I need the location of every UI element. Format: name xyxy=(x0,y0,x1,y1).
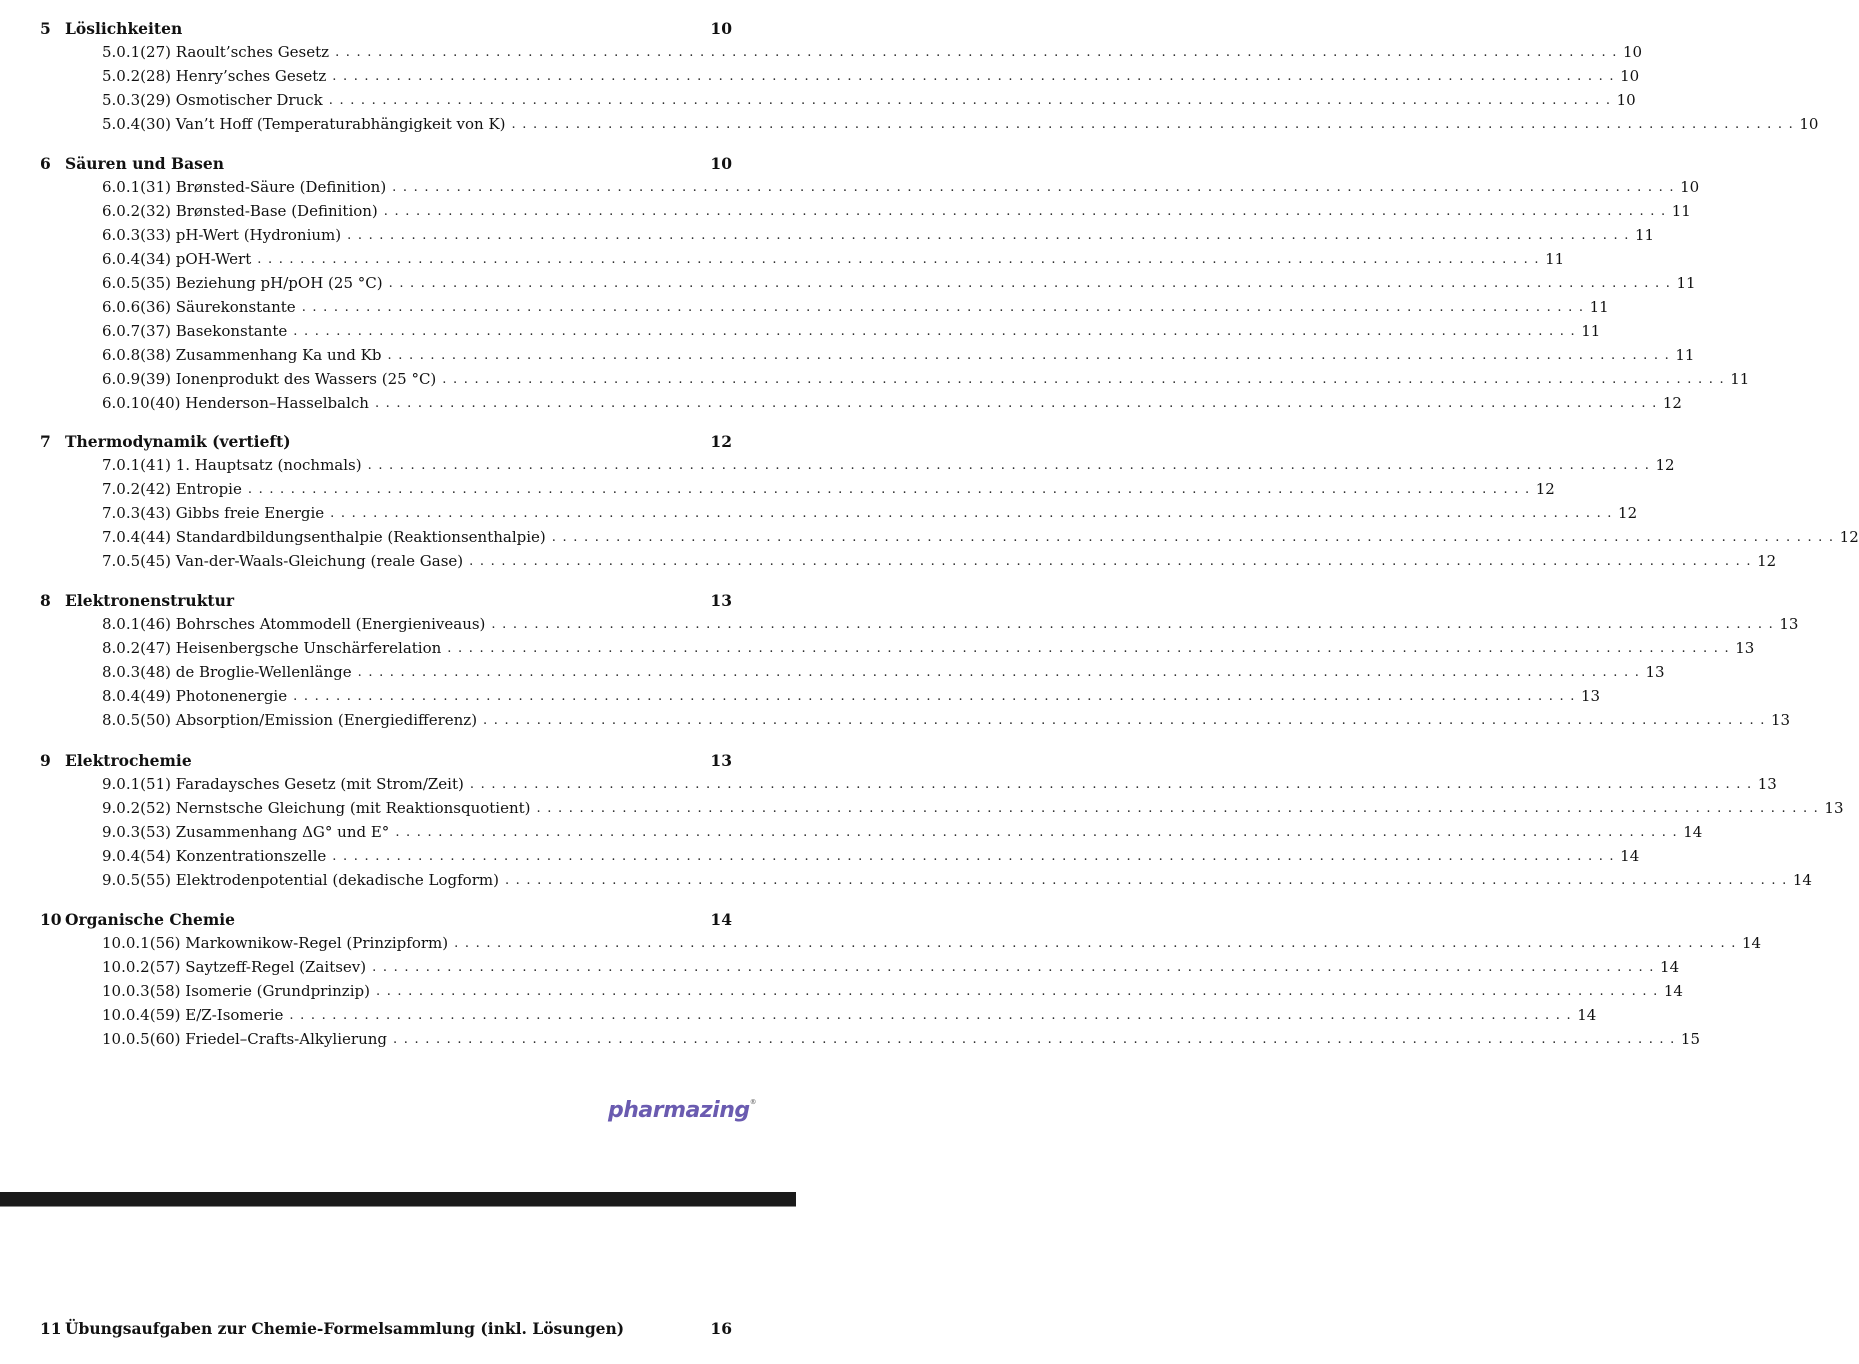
entry-title-wrap xyxy=(140,456,1655,474)
dot-leader: ........................................................................................................................ xyxy=(454,935,1743,951)
entry-title-wrap xyxy=(140,687,1581,705)
entry-number: 5.0.3 xyxy=(102,91,141,109)
toc-entry[interactable] xyxy=(40,223,1655,247)
entry-number: 10.0.3 xyxy=(102,982,150,1000)
toc-entry[interactable] xyxy=(40,295,1609,319)
entry-number: 5.0.4 xyxy=(102,115,141,133)
section-heading[interactable] xyxy=(40,16,732,40)
section-heading[interactable] xyxy=(40,429,732,453)
dot-leader: ........................................................................................................................ xyxy=(483,712,1771,728)
dot-leader: ........................................................................................................................ xyxy=(328,92,1617,108)
entry-page: 14 xyxy=(1792,871,1812,889)
dot-leader: ........................................................................................................................ xyxy=(247,481,1536,497)
entry-title: (44) Standardbildungsenthalpie (Reaktionsenthalpie) xyxy=(140,528,546,546)
entry-title: (52) Nernstsche Gleichung (mit Reaktionsquotient) xyxy=(140,799,531,817)
entry-page: 12 xyxy=(1757,552,1777,570)
entry-page: 10 xyxy=(1799,115,1819,133)
entry-number: 8.0.4 xyxy=(102,687,141,705)
entry-title: (34) pOH-Wert xyxy=(140,250,252,268)
section-number: 9 xyxy=(40,750,51,770)
dot-leader: ........................................................................................................................ xyxy=(301,299,1590,315)
dot-leader: ........................................................................................................................ xyxy=(511,116,1800,132)
section-page: 10 xyxy=(710,18,732,38)
toc-entry[interactable] xyxy=(40,391,1682,415)
entry-title: (60) Friedel–Crafts-Alkylierung xyxy=(149,1030,388,1048)
dot-leader: ........................................................................................................................ xyxy=(330,505,1619,521)
toc-entry[interactable] xyxy=(40,931,1762,955)
entry-page: 11 xyxy=(1581,322,1601,340)
entry-title-wrap xyxy=(140,115,1799,133)
section-title: Thermodynamik (vertieft) xyxy=(65,431,291,451)
entry-number: 7.0.3 xyxy=(102,504,141,522)
toc-section xyxy=(40,907,1762,1051)
section-heading[interactable] xyxy=(40,588,732,612)
toc-section xyxy=(40,16,1819,136)
toc-section-11[interactable] xyxy=(40,1316,732,1340)
entry-title-wrap xyxy=(140,871,1793,889)
entry-title: (48) de Broglie-Wellenlänge xyxy=(140,663,352,681)
entry-page: 14 xyxy=(1663,982,1683,1000)
toc-entry[interactable] xyxy=(40,112,1819,136)
toc-entry[interactable] xyxy=(40,367,1750,391)
entry-title-wrap xyxy=(140,823,1683,841)
entry-number: 8.0.2 xyxy=(102,639,141,657)
dot-leader: ........................................................................................................................ xyxy=(332,68,1621,84)
entry-page: 14 xyxy=(1742,934,1762,952)
dot-leader: ........................................................................................................................ xyxy=(293,688,1581,704)
entry-title-wrap xyxy=(150,394,1663,412)
dot-leader: ........................................................................................................................ xyxy=(551,529,1840,545)
entry-page: 11 xyxy=(1671,202,1691,220)
entry-title: (38) Zusammenhang Ka und Kb xyxy=(140,346,382,364)
entry-number: 6.0.8 xyxy=(102,346,141,364)
entry-number: 6.0.7 xyxy=(102,322,141,340)
page-separator xyxy=(0,1192,796,1207)
entry-title-wrap xyxy=(140,67,1620,85)
toc-entry[interactable] xyxy=(40,796,1844,820)
entry-page: 14 xyxy=(1577,1006,1597,1024)
dot-leader: ........................................................................................................................ xyxy=(393,1031,1681,1047)
entry-page: 11 xyxy=(1676,274,1696,292)
toc-entry[interactable] xyxy=(40,175,1700,199)
toc-entry[interactable] xyxy=(40,636,1755,660)
entry-page: 12 xyxy=(1662,394,1682,412)
entry-title-wrap xyxy=(140,226,1635,244)
toc-section xyxy=(40,429,1859,573)
section-page: 13 xyxy=(710,590,732,610)
section-page: 10 xyxy=(710,153,732,173)
entry-page: 13 xyxy=(1779,615,1799,633)
toc-entry[interactable] xyxy=(40,772,1777,796)
section-page: 13 xyxy=(710,750,732,770)
dot-leader: ........................................................................................................................ xyxy=(357,664,1646,680)
toc-section xyxy=(40,748,1844,892)
toc-entry[interactable] xyxy=(40,868,1812,892)
dot-leader: ........................................................................................................................ xyxy=(388,275,1677,291)
section-title: Übungsaufgaben zur Chemie-Formelsammlung (inkl. Lösungen) xyxy=(65,1318,625,1338)
entry-title: (43) Gibbs freie Energie xyxy=(140,504,325,522)
section-title: Elektronenstruktur xyxy=(65,590,235,610)
entry-number: 9.0.2 xyxy=(102,799,141,817)
dot-leader: ........................................................................................................................ xyxy=(395,824,1684,840)
dot-leader: ........................................................................................................................ xyxy=(387,347,1676,363)
toc-entry[interactable] xyxy=(40,955,1680,979)
entry-title: (53) Zusammenhang ΔG° und E° xyxy=(140,823,390,841)
entry-title: (39) Ionenprodukt des Wassers (25 °C) xyxy=(140,370,437,388)
entry-number: 9.0.4 xyxy=(102,847,141,865)
entry-number: 8.0.5 xyxy=(102,711,141,729)
entry-page: 13 xyxy=(1735,639,1755,657)
toc-entry[interactable] xyxy=(40,319,1601,343)
dot-leader: ........................................................................................................................ xyxy=(289,1007,1578,1023)
entry-title-wrap xyxy=(140,528,1839,546)
dot-leader: ........................................................................................................................ xyxy=(469,776,1758,792)
entry-page: 11 xyxy=(1545,250,1565,268)
dot-leader: ........................................................................................................................ xyxy=(442,371,1731,387)
entry-title-wrap xyxy=(150,958,1660,976)
section-title: Säuren und Basen xyxy=(65,153,224,173)
toc-entry[interactable] xyxy=(40,40,1643,64)
dot-leader: ........................................................................................................................ xyxy=(392,179,1681,195)
entry-title: (50) Absorption/Emission (Energiedifferenz) xyxy=(140,711,478,729)
entry-title: (40) Henderson–Hasselbalch xyxy=(149,394,369,412)
entry-page: 13 xyxy=(1645,663,1665,681)
toc-entry[interactable] xyxy=(40,271,1696,295)
entry-number: 6.0.10 xyxy=(102,394,150,412)
entry-title-wrap xyxy=(140,663,1645,681)
toc-entry[interactable] xyxy=(40,660,1665,684)
entry-title: (55) Elektrodenpotential (dekadische Logform) xyxy=(140,871,499,889)
entry-title: (30) Van’t Hoff (Temperaturabhängigkeit von K) xyxy=(140,115,506,133)
entry-title: (45) Van-der-Waals-Gleichung (reale Gase) xyxy=(140,552,464,570)
entry-page: 12 xyxy=(1655,456,1675,474)
toc-entry[interactable] xyxy=(40,88,1636,112)
dot-leader: ........................................................................................................................ xyxy=(293,323,1582,339)
dot-leader: ........................................................................................................................ xyxy=(504,872,1793,888)
entry-title-wrap xyxy=(140,43,1623,61)
section-title: Löslichkeiten xyxy=(65,18,183,38)
entry-number: 10.0.4 xyxy=(102,1006,150,1024)
section-title: Organische Chemie xyxy=(65,909,236,929)
dot-leader: ........................................................................................................................ xyxy=(491,616,1780,632)
entry-title: (59) E/Z-Isomerie xyxy=(149,1006,284,1024)
section-heading[interactable] xyxy=(40,907,732,931)
dot-leader: ........................................................................................................................ xyxy=(347,227,1635,243)
section-number: 10 xyxy=(40,909,62,929)
entry-title-wrap xyxy=(140,250,1545,268)
toc-entry[interactable] xyxy=(40,979,1683,1003)
entry-title-wrap xyxy=(140,504,1618,522)
entry-number: 10.0.5 xyxy=(102,1030,150,1048)
toc-entry[interactable] xyxy=(40,844,1640,868)
entry-title: (57) Saytzeff-Regel (Zaitsev) xyxy=(149,958,367,976)
entry-title-wrap xyxy=(140,274,1676,292)
section-number: 11 xyxy=(40,1318,62,1338)
entry-title-wrap xyxy=(140,346,1675,364)
toc-entry[interactable] xyxy=(40,199,1691,223)
section-number: 6 xyxy=(40,153,51,173)
section-page: 16 xyxy=(710,1318,732,1338)
section-page: 14 xyxy=(710,909,732,929)
entry-number: 8.0.1 xyxy=(102,615,141,633)
entry-title-wrap xyxy=(140,711,1771,729)
entry-page: 11 xyxy=(1635,226,1655,244)
entry-title: (42) Entropie xyxy=(140,480,242,498)
toc-entry[interactable] xyxy=(40,549,1777,573)
entry-title-wrap xyxy=(140,552,1757,570)
entry-title-wrap xyxy=(140,91,1616,109)
entry-page: 10 xyxy=(1622,43,1643,61)
toc-entry[interactable] xyxy=(40,820,1703,844)
toc-entry[interactable] xyxy=(40,343,1695,367)
toc-entry[interactable] xyxy=(40,453,1675,477)
entry-title: (32) Brønsted-Base (Definition) xyxy=(140,202,378,220)
section-heading[interactable] xyxy=(40,151,732,175)
entry-title-wrap xyxy=(150,934,1742,952)
dot-leader: ........................................................................................................................ xyxy=(332,848,1621,864)
entry-number: 6.0.1 xyxy=(102,178,141,196)
entry-number: 6.0.5 xyxy=(102,274,141,292)
entry-page: 14 xyxy=(1683,823,1703,841)
entry-title: (56) Markownikow-Regel (Prinzipform) xyxy=(149,934,449,952)
entry-page: 13 xyxy=(1770,711,1791,729)
entry-title: (29) Osmotischer Druck xyxy=(140,91,323,109)
toc-entry[interactable] xyxy=(40,684,1601,708)
dot-leader: ........................................................................................................................ xyxy=(335,44,1623,60)
entry-page: 14 xyxy=(1620,847,1640,865)
next-page xyxy=(0,1207,796,1364)
dot-leader: ........................................................................................................................ xyxy=(447,640,1736,656)
entry-title-wrap xyxy=(140,639,1735,657)
entry-title: (46) Bohrsches Atommodell (Energieniveaus) xyxy=(140,615,486,633)
dot-leader: ........................................................................................................................ xyxy=(257,251,1546,267)
toc-entry[interactable] xyxy=(40,64,1640,88)
entry-number: 7.0.1 xyxy=(102,456,141,474)
entry-title: (47) Heisenbergsche Unschärferelation xyxy=(140,639,442,657)
entry-title-wrap xyxy=(150,982,1664,1000)
section-page: 12 xyxy=(710,431,732,451)
entry-title-wrap xyxy=(140,202,1672,220)
entry-page: 13 xyxy=(1824,799,1844,817)
entry-number: 10.0.2 xyxy=(102,958,150,976)
entry-title: (49) Photonenergie xyxy=(140,687,288,705)
entry-title: (36) Säurekonstante xyxy=(140,298,296,316)
dot-leader: ........................................................................................................................ xyxy=(383,203,1672,219)
dot-leader: ........................................................................................................................ xyxy=(375,983,1664,999)
toc-entry[interactable] xyxy=(40,708,1791,732)
entry-number: 6.0.2 xyxy=(102,202,141,220)
entry-title-wrap xyxy=(140,775,1758,793)
toc-entry[interactable] xyxy=(40,612,1799,636)
entry-page: 12 xyxy=(1839,528,1859,546)
logo-text: pharmazing xyxy=(608,1098,750,1123)
pharmazing-logo[interactable] xyxy=(608,1098,756,1123)
entry-title: (41) 1. Hauptsatz (nochmals) xyxy=(140,456,362,474)
section-title: Elektrochemie xyxy=(65,750,192,770)
dot-leader: ........................................................................................................................ xyxy=(372,959,1661,975)
entry-title: (51) Faradaysches Gesetz (mit Strom/Zeit) xyxy=(140,775,464,793)
toc-section xyxy=(40,588,1799,732)
entry-title-wrap xyxy=(140,615,1779,633)
toc-section xyxy=(40,151,1750,415)
entry-page: 11 xyxy=(1730,370,1750,388)
section-number: 7 xyxy=(40,431,51,451)
entry-number: 7.0.4 xyxy=(102,528,141,546)
entry-title-wrap xyxy=(150,1006,1578,1024)
section-number: 8 xyxy=(40,590,51,610)
section-number: 5 xyxy=(40,18,51,38)
entry-title-wrap xyxy=(150,1030,1681,1048)
entry-page: 15 xyxy=(1680,1030,1700,1048)
entry-number: 6.0.6 xyxy=(102,298,141,316)
entry-title: (27) Raoult’sches Gesetz xyxy=(140,43,330,61)
entry-title: (37) Basekonstante xyxy=(140,322,288,340)
entry-page: 13 xyxy=(1581,687,1601,705)
entry-number: 5.0.1 xyxy=(102,43,141,61)
toc-entry[interactable] xyxy=(40,525,1859,549)
dot-leader: ........................................................................................................................ xyxy=(374,395,1663,411)
entry-title-wrap xyxy=(140,322,1581,340)
entry-title-wrap xyxy=(140,370,1730,388)
toc-entry[interactable] xyxy=(40,1003,1597,1027)
entry-number: 6.0.3 xyxy=(102,226,141,244)
entry-title-wrap xyxy=(140,480,1536,498)
dot-leader: ........................................................................................................................ xyxy=(469,553,1758,569)
toc-entry[interactable] xyxy=(40,477,1555,501)
entry-number: 10.0.1 xyxy=(102,934,150,952)
entry-number: 7.0.5 xyxy=(102,552,141,570)
entry-title: (33) pH-Wert (Hydronium) xyxy=(140,226,342,244)
section-heading[interactable] xyxy=(40,748,732,772)
dot-leader: ........................................................................................................................ xyxy=(536,800,1825,816)
entry-title: (35) Beziehung pH/pOH (25 °C) xyxy=(140,274,383,292)
entry-page: 10 xyxy=(1680,178,1700,196)
entry-title: (28) Henry’sches Gesetz xyxy=(140,67,327,85)
entry-number: 8.0.3 xyxy=(102,663,141,681)
toc-entry[interactable] xyxy=(40,1027,1700,1051)
entry-title: (58) Isomerie (Grundprinzip) xyxy=(149,982,370,1000)
dot-leader: ........................................................................................................................ xyxy=(367,457,1656,473)
entry-title-wrap xyxy=(140,847,1620,865)
entry-page: 13 xyxy=(1757,775,1777,793)
entry-title: (54) Konzentrationszelle xyxy=(140,847,327,865)
entry-number: 7.0.2 xyxy=(102,480,141,498)
entry-page: 12 xyxy=(1535,480,1555,498)
entry-page: 11 xyxy=(1675,346,1695,364)
entry-number: 5.0.2 xyxy=(102,67,141,85)
entry-number: 6.0.9 xyxy=(102,370,141,388)
entry-page: 10 xyxy=(1620,67,1640,85)
entry-title-wrap xyxy=(140,178,1680,196)
entry-page: 14 xyxy=(1660,958,1680,976)
entry-number: 9.0.5 xyxy=(102,871,141,889)
entry-title-wrap xyxy=(140,298,1589,316)
entry-number: 9.0.3 xyxy=(102,823,141,841)
entry-page: 10 xyxy=(1616,91,1636,109)
toc-entry[interactable] xyxy=(40,247,1565,271)
entry-title-wrap xyxy=(140,799,1824,817)
toc-entry[interactable] xyxy=(40,501,1638,525)
entry-number: 9.0.1 xyxy=(102,775,141,793)
logo-registered-mark: ® xyxy=(749,1098,757,1106)
entry-title: (31) Brønsted-Säure (Definition) xyxy=(140,178,387,196)
entry-page: 12 xyxy=(1618,504,1638,522)
entry-number: 6.0.4 xyxy=(102,250,141,268)
entry-page: 11 xyxy=(1589,298,1609,316)
